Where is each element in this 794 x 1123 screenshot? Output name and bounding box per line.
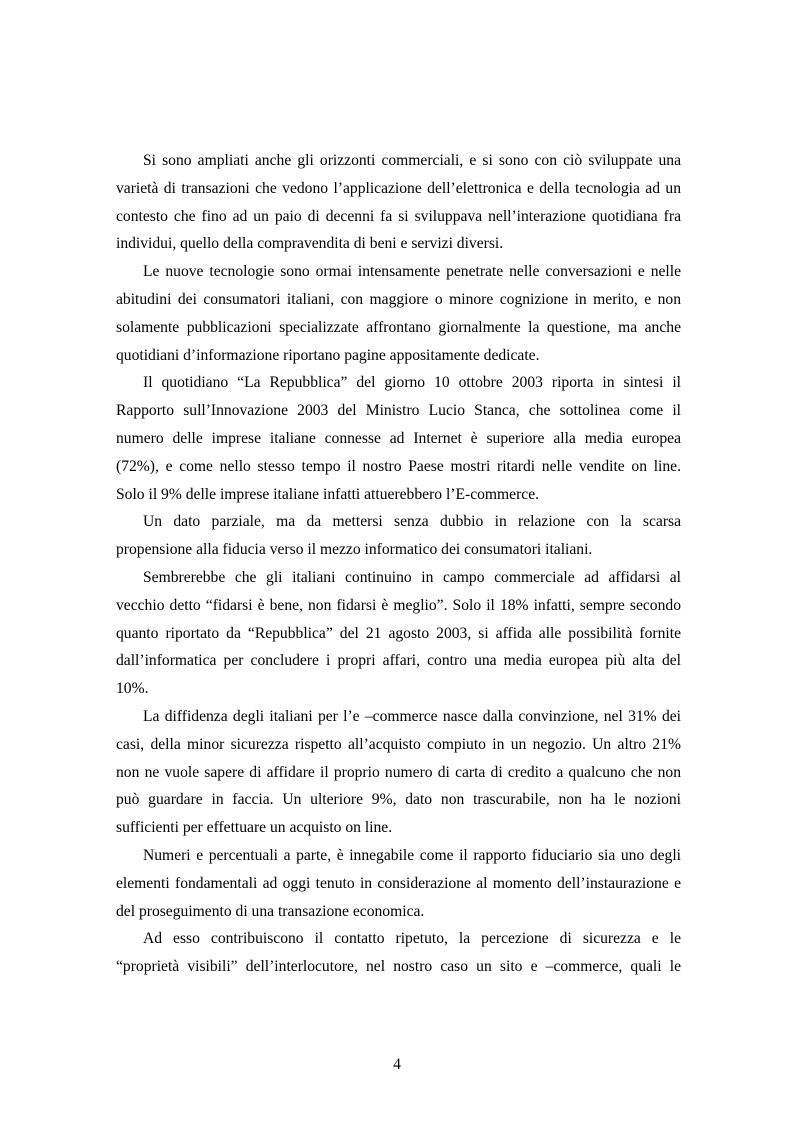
paragraph-4 <box>116 508 681 564</box>
paragraph-6-line-1: La diffidenza degli italiani per l’e –commerce nasce dalla convinzione, nel 31% dei <box>143 707 681 725</box>
paragraph-8-line-2: “proprietà visibili” dell’interlocutore, nel nostro caso un sito e –commerce, quali le <box>116 958 681 976</box>
paragraph-2-line-4: quotidiani d’informazione riportano pagine appositamente dedicate. <box>116 346 540 364</box>
paragraph-2-line-3: solamente pubblicazioni specializzate affrontano giornalmente la questione, ma anche <box>116 318 681 336</box>
paragraph-2 <box>116 258 681 369</box>
paragraph-5-line-2: vecchio detto “fidarsi è bene, non fidarsi è meglio”. Solo il 18% infatti, sempre secondo <box>116 596 681 614</box>
paragraph-7-line-3: del proseguimento di una transazione economica. <box>116 902 425 920</box>
paragraph-1-line-1: Si sono ampliati anche gli orizzonti commerciali, e si sono con ciò sviluppate una <box>143 152 681 169</box>
paragraph-6-line-2: casi, della minor sicurezza rispetto all’acquisto compiuto in un negozio. Un altro 21% <box>116 735 681 753</box>
paragraph-6-line-5: sufficienti per effettuare un acquisto on line. <box>116 819 393 837</box>
paragraph-3 <box>116 369 681 508</box>
paragraph-5-line-3: quanto riportato da “Repubblica” del 21 agosto 2003, si affida alle possibilità fornite <box>116 624 681 642</box>
paragraph-3-line-5: Solo il 9% delle imprese italiane infatti attuerebbero l’E-commerce. <box>116 485 540 503</box>
paragraph-8-line-1: Ad esso contribuiscono il contatto ripetuto, la percezione di sicurezza e le <box>143 930 681 948</box>
paragraph-2-line-2: abitudini dei consumatori italiani, con maggiore o minore cognizione in merito, e non <box>116 290 681 308</box>
paragraph-3-line-1: Il quotidiano “La Repubblica” del giorno 10 ottobre 2003 riporta in sintesi il <box>143 374 681 392</box>
paragraph-7-line-2: elementi fondamentali ad oggi tenuto in considerazione al momento dell’instaurazione e <box>116 874 681 892</box>
paragraph-1 <box>116 147 681 258</box>
paragraph-8 <box>116 925 681 981</box>
paragraph-2-line-1: Le nuove tecnologie sono ormai intensamente penetrate nelle conversazioni e nelle <box>143 263 681 281</box>
paragraph-5-line-1: Sembrerebbe che gli italiani continuino in campo commerciale ad affidarsi al <box>143 568 681 586</box>
paragraph-7-line-1: Numeri e percentuali a parte, è innegabile come il rapporto fiduciario sia uno degli <box>143 846 681 864</box>
paragraph-5-line-5: 10%. <box>116 680 149 698</box>
paragraph-1-line-4: individui, quello della compravendita di beni e servizi diversi. <box>116 235 504 253</box>
paragraph-1-line-2: varietà di transazioni che vedono l’applicazione dell’elettronica e della tecnologia ad un <box>116 179 681 197</box>
paragraph-6 <box>116 703 681 842</box>
paragraph-5 <box>116 564 681 703</box>
paragraph-6-line-3: non ne vuole sapere di affidare il proprio numero di carta di credito a qualcuno che non <box>116 763 681 781</box>
paragraph-5-line-4: dall’informatica per concludere i propri affari, contro una media europea più alta del <box>116 652 681 670</box>
paragraph-6-line-4: può guardare in faccia. Un ulteriore 9%, dato non trascurabile, non ha le nozioni <box>116 791 681 809</box>
paragraph-4-line-1: Un dato parziale, ma da mettersi senza dubbio in relazione con la scarsa <box>143 513 681 531</box>
paragraph-1-line-3: contesto che fino ad un paio di decenni fa si sviluppava nell’interazione quotidiana fra <box>116 207 681 225</box>
paragraph-3-line-4: (72%), e come nello stesso tempo il nostro Paese mostri ritardi nelle vendite on line. <box>116 457 681 475</box>
paragraph-3-line-2: Rapporto sull’Innovazione 2003 del Ministro Lucio Stanca, che sottolinea come il <box>116 402 681 420</box>
body-text <box>116 147 681 981</box>
paragraph-4-line-2: propensione alla fiducia verso il mezzo informatico dei consumatori italiani. <box>116 541 593 559</box>
paragraph-7 <box>116 842 681 925</box>
page-number: 4 <box>393 1056 401 1073</box>
paragraph-3-line-3: numero delle imprese italiane connesse ad Internet è superiore alla media europea <box>116 429 681 447</box>
